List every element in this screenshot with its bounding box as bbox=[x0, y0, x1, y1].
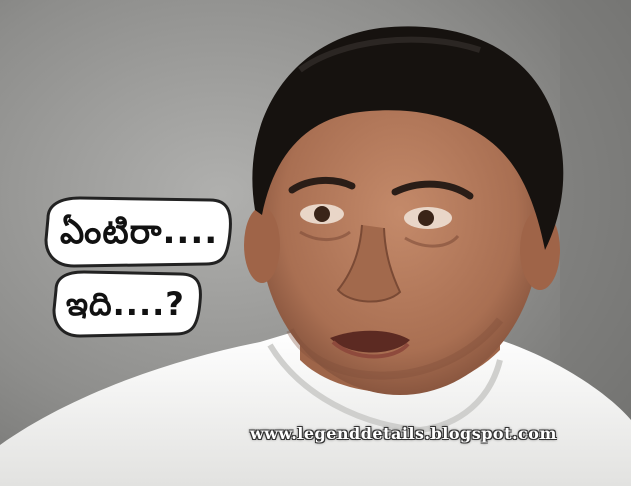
right-iris bbox=[418, 210, 434, 226]
watermark-text: www.legenddetails.blogspot.com bbox=[250, 424, 557, 443]
caption-line-2: ఇది....? bbox=[66, 285, 185, 323]
left-ear bbox=[244, 207, 280, 283]
left-iris bbox=[314, 206, 330, 222]
caption-line-1: ఏంటిరా.... bbox=[60, 212, 219, 252]
